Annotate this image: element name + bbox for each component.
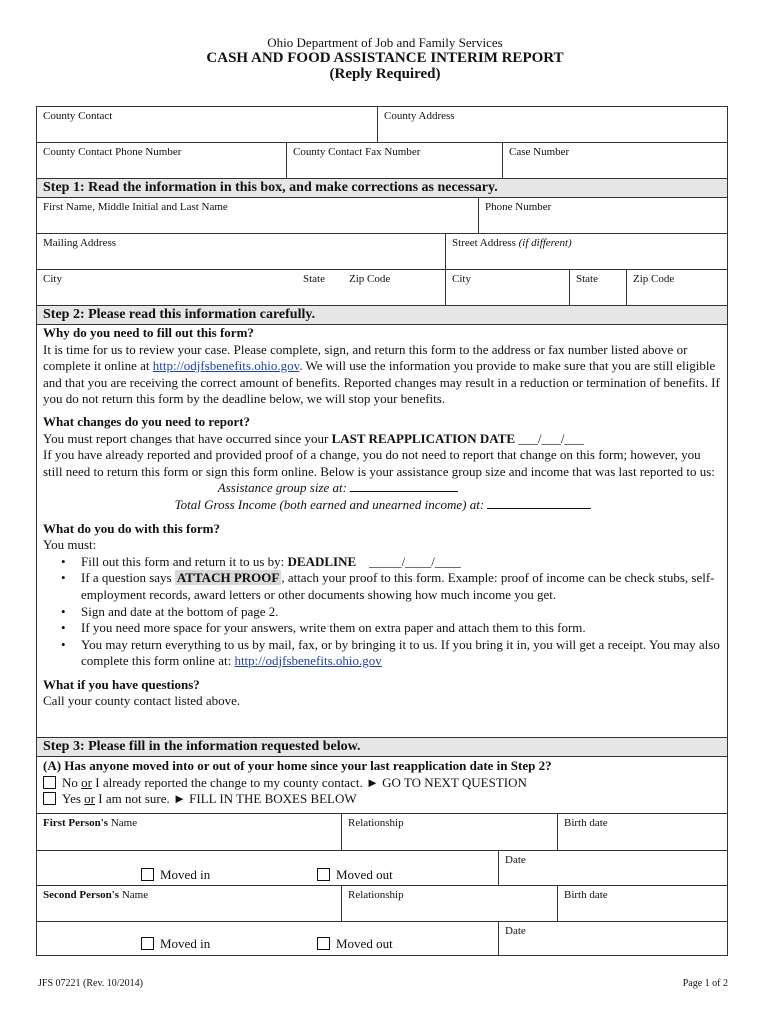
- second-person-date-label: Date: [505, 925, 526, 937]
- second-moved-out-checkbox[interactable]: [317, 937, 330, 950]
- yes-checkbox[interactable]: [43, 792, 56, 805]
- address-row: [37, 234, 727, 270]
- instruction-attach-proof: [59, 570, 723, 603]
- phone-number-label: Phone Number: [485, 201, 552, 213]
- first-moved-in-label: Moved in: [160, 867, 211, 882]
- attach-proof-label: ATTACH PROOF: [176, 570, 280, 586]
- street-address-note: (if different): [518, 237, 572, 249]
- return-text: You may return everything to us by mail, fax, or by bringing it to us. If you bring it in, you will get a receipt. You may also complete this form online at:: [81, 636, 720, 669]
- instruction-deadline-text: Fill out this form and return it to us by:: [81, 553, 288, 569]
- second-person-name-text: Name: [119, 889, 149, 901]
- second-moved-out-option[interactable]: [317, 936, 393, 952]
- state-field[interactable]: [297, 270, 343, 305]
- city-field[interactable]: [37, 270, 297, 305]
- first-moved-out-label: Moved out: [336, 867, 393, 882]
- question-a: (A) Has anyone moved into or out of your home since your last reapplication date in Step 2?: [43, 758, 552, 773]
- no-text: No: [62, 774, 82, 790]
- county-fax-label: County Contact Fax Number: [293, 146, 421, 158]
- or-text-2: or: [84, 791, 96, 807]
- group-size-blank: [350, 480, 458, 492]
- zip2-label: Zip Code: [633, 273, 675, 285]
- county-phone-label: County Contact Phone Number: [43, 146, 182, 158]
- mailing-address-field[interactable]: [37, 234, 446, 269]
- attach-text-1: If a question says: [81, 570, 175, 586]
- questions-answer: Call your county contact listed above.: [43, 693, 241, 709]
- second-moved-in-option[interactable]: [141, 936, 210, 952]
- state2-label: State: [576, 273, 598, 285]
- county-phone-field[interactable]: [37, 143, 287, 178]
- street-address-field[interactable]: [446, 234, 727, 269]
- form-title: CASH AND FOOD ASSISTANCE INTERIM REPORT: [206, 50, 564, 66]
- gross-income-blank: [487, 497, 591, 509]
- question-a-row: [37, 757, 727, 814]
- full-name-field[interactable]: [37, 198, 479, 233]
- state-label: State: [303, 273, 325, 285]
- why-text-1: It is time for us to review your case. Please complete, sign, and return this form to the address or fax number listed above or complete it online at: [43, 341, 688, 374]
- second-person-bold: Second Person's: [43, 889, 120, 901]
- what-text-1: You must report changes that have occurred since your: [43, 430, 332, 446]
- county-contact-row: [37, 107, 727, 143]
- phone-number-field[interactable]: [479, 198, 727, 233]
- second-person-move-row: [37, 922, 727, 956]
- instruction-sign: • Sign and date at the bottom of page 2.: [59, 604, 723, 621]
- case-number-field[interactable]: [503, 143, 727, 178]
- county-contact-field[interactable]: [37, 107, 378, 142]
- zip-label: Zip Code: [349, 273, 391, 285]
- county-fax-field[interactable]: [287, 143, 503, 178]
- first-person-move-cell: [37, 851, 499, 885]
- state2-field[interactable]: [570, 270, 627, 305]
- deadline-label: DEADLINE: [287, 553, 357, 569]
- gross-income-line: [43, 497, 723, 514]
- no-checkbox[interactable]: [43, 776, 56, 789]
- what-paragraph-1: [43, 431, 723, 448]
- first-person-relationship-field[interactable]: [342, 814, 558, 850]
- second-person-relationship-label: Relationship: [348, 889, 404, 901]
- second-person-row: [37, 886, 727, 922]
- online-link[interactable]: http://odjfsbenefits.ohio.gov: [234, 653, 382, 669]
- step2-content: [43, 325, 723, 710]
- first-person-relationship-label: Relationship: [348, 817, 404, 829]
- instructions-list: [59, 554, 723, 670]
- city2-field[interactable]: [446, 270, 570, 305]
- second-person-birth-label: Birth date: [564, 889, 608, 901]
- what-paragraph-2: If you have already reported and provided proof of a change, you do not need to report that change on this form; however, you still need to return this form or sign this form online. Below is your assistance group size and income that was last reported to us:: [43, 447, 715, 479]
- second-person-date-field[interactable]: [499, 922, 727, 956]
- why-text-2: . We will use the information you provide to make sure that you are still eligible and that you are receiving the correct amount of benefits. Reported changes may result in a reduction or termination of benefits. If you do not return this form by the deadline below, we will stop your benefits.: [43, 358, 720, 407]
- questions-question: What if you have questions?: [43, 676, 200, 692]
- page-number: Page 1 of 2: [682, 978, 728, 989]
- first-moved-in-option[interactable]: [141, 867, 210, 883]
- county-phone-row: [37, 143, 727, 179]
- instruction-extra-space: • If you need more space for your answers, write them on extra paper and attach them to this form.: [59, 620, 723, 637]
- you-must-text: You must:: [43, 537, 97, 553]
- no-instruction: I already reported the change to my county contact. ► GO TO NEXT QUESTION: [91, 774, 527, 790]
- second-moved-out-label: Moved out: [336, 936, 393, 951]
- case-number-label: Case Number: [509, 146, 570, 158]
- reapp-date-blank: ___/___/___: [518, 430, 585, 446]
- form-header: [0, 36, 770, 82]
- question-a-block: [43, 758, 723, 808]
- second-person-name-field[interactable]: [37, 886, 342, 921]
- name-row: [37, 198, 727, 234]
- answer-no-line: [43, 775, 723, 792]
- county-contact-label: County Contact: [43, 110, 113, 122]
- second-moved-in-checkbox[interactable]: [141, 937, 154, 950]
- deadline-blank: _____/____/____: [369, 553, 461, 569]
- full-name-label: First Name, Middle Initial and Last Name: [43, 201, 228, 213]
- agency-name: Ohio Department of Job and Family Services: [267, 35, 503, 50]
- second-person-birth-field[interactable]: [558, 886, 727, 921]
- city2-label: City: [452, 273, 471, 285]
- group-size-line: [43, 480, 723, 497]
- first-person-name-label: [43, 817, 137, 829]
- step1-heading: Step 1: Read the information in this box, and make corrections as necessary.: [37, 179, 727, 198]
- second-person-move-cell: [37, 922, 499, 956]
- answer-yes-line: [43, 791, 723, 808]
- group-size-label: Assistance group size at:: [217, 480, 347, 496]
- zip2-field[interactable]: [627, 270, 727, 305]
- do-question: What do you do with this form?: [43, 520, 220, 536]
- instruction-deadline: [59, 554, 723, 571]
- why-question: Why do you need to fill out this form?: [43, 325, 254, 340]
- step3-heading: Step 3: Please fill in the information requested below.: [37, 737, 727, 757]
- first-person-name-text: Name: [108, 817, 138, 829]
- county-address-field[interactable]: [378, 107, 727, 142]
- city-row: [37, 270, 727, 306]
- benefits-link[interactable]: http://odjfsbenefits.ohio.gov: [152, 358, 300, 374]
- first-moved-out-option[interactable]: [317, 867, 393, 883]
- form-subtitle: (Reply Required): [329, 66, 441, 82]
- why-paragraph: [43, 342, 723, 408]
- second-person-relationship-field[interactable]: [342, 886, 558, 921]
- form-id: JFS 07221 (Rev. 10/2014): [38, 978, 143, 989]
- first-person-move-row: [37, 851, 727, 886]
- yes-text: Yes: [62, 791, 85, 807]
- first-person-bold: First Person's: [43, 817, 109, 829]
- or-text-1: or: [81, 774, 92, 790]
- last-reapp-label: LAST REAPPLICATION DATE: [331, 430, 516, 446]
- first-moved-in-checkbox[interactable]: [141, 868, 154, 881]
- what-question: What changes do you need to report?: [43, 413, 251, 429]
- first-person-date-label: Date: [505, 854, 526, 866]
- first-moved-out-checkbox[interactable]: [317, 868, 330, 881]
- first-person-date-field[interactable]: [499, 851, 727, 885]
- second-moved-in-label: Moved in: [160, 936, 211, 951]
- attach-text-2: , attach your proof to this form. Example: proof of income can be check stubs, self-employment records, award letters or other documents showing how much income you get.: [81, 570, 715, 602]
- street-address-text: Street Address: [452, 237, 516, 249]
- gross-income-label: Total Gross Income (both earned and unearned income) at:: [174, 496, 485, 512]
- yes-instruction: I am not sure. ► FILL IN THE BOXES BELOW: [95, 791, 357, 807]
- first-person-birth-field[interactable]: [558, 814, 727, 850]
- first-person-row: [37, 814, 727, 851]
- first-person-name-field[interactable]: [37, 814, 342, 850]
- county-address-label: County Address: [384, 110, 455, 122]
- second-person-name-label: [43, 889, 148, 901]
- zip-field[interactable]: [343, 270, 446, 305]
- instruction-return: [59, 637, 723, 670]
- mailing-address-label: Mailing Address: [43, 237, 117, 249]
- street-address-label: [452, 237, 572, 249]
- step2-heading: Step 2: Please read this information carefully.: [37, 306, 727, 325]
- form-body: [36, 106, 728, 956]
- city-label: City: [43, 273, 62, 285]
- first-person-birth-label: Birth date: [564, 817, 608, 829]
